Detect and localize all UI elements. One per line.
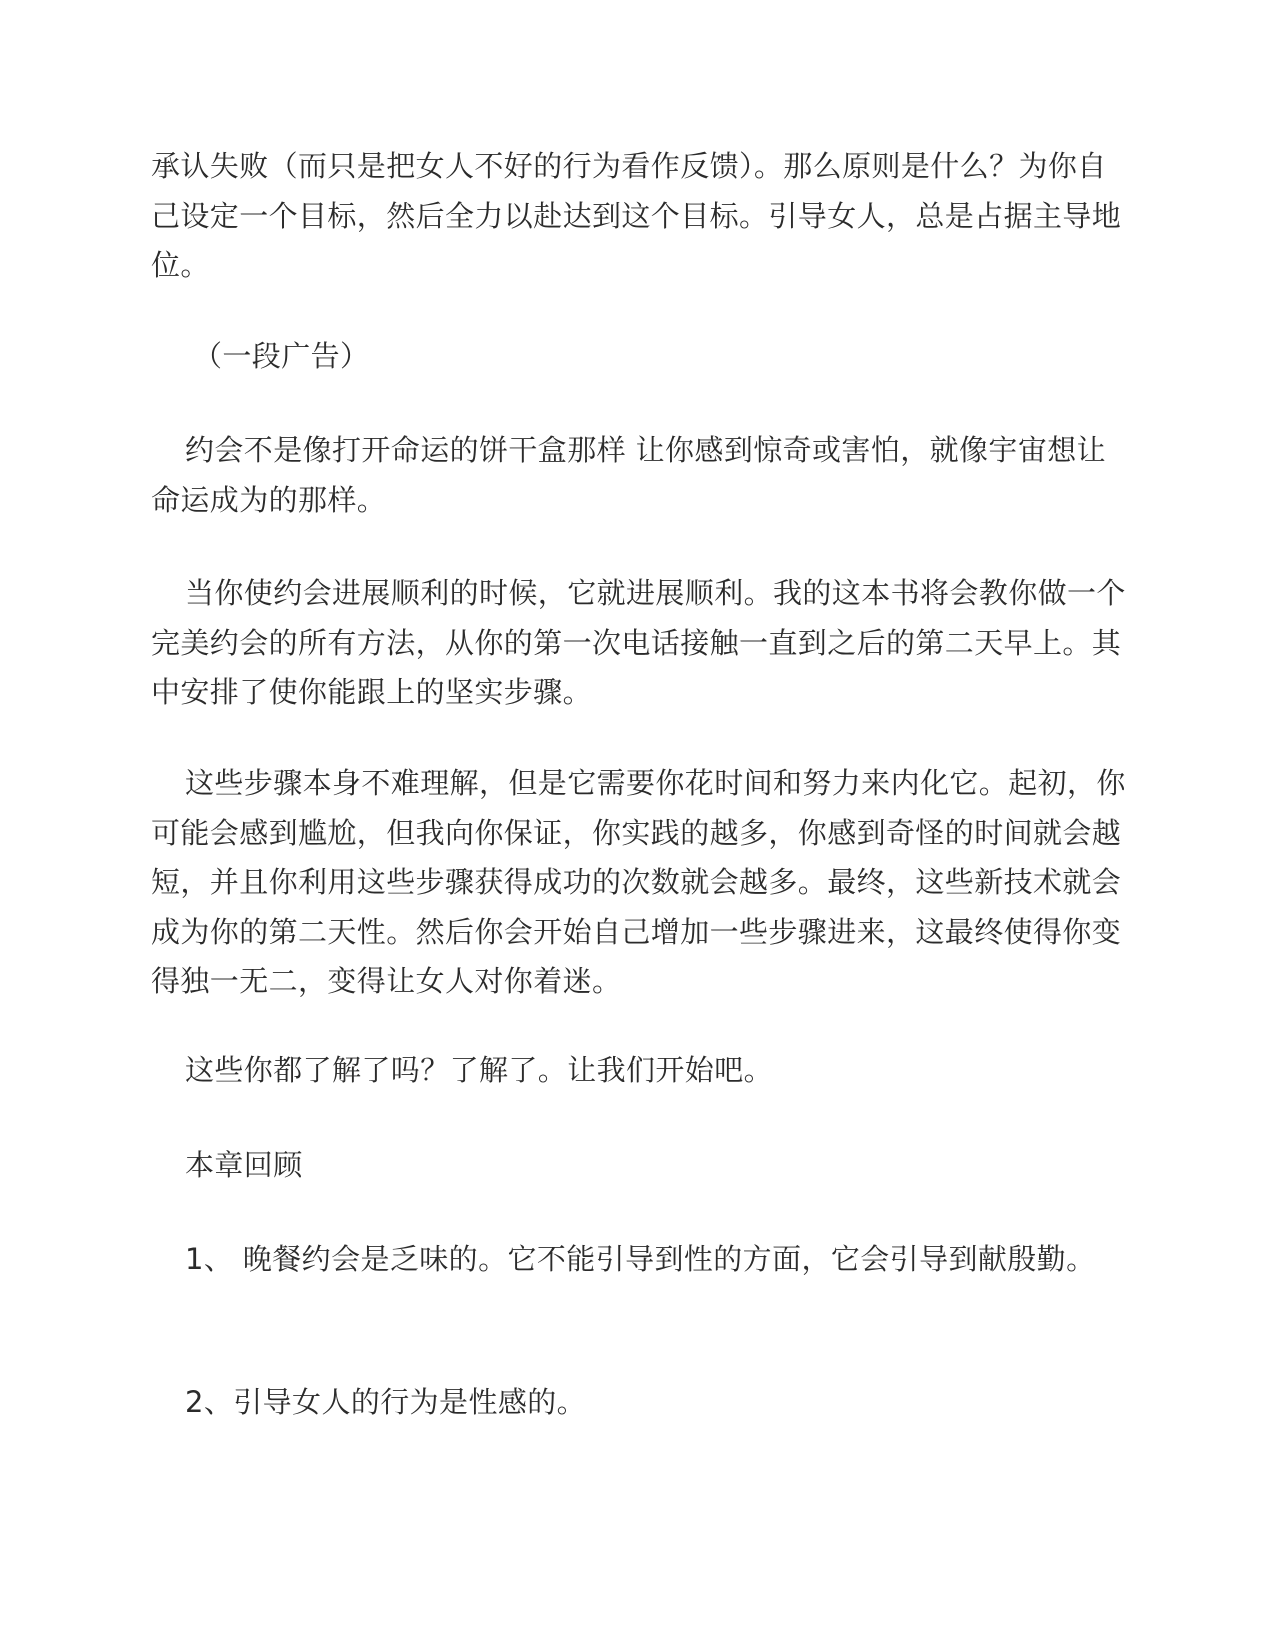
paragraph-5: 这些你都了解了吗？了解了。让我们开始吧。 [185,1053,774,1087]
review-item-2: 2、引导女人的行为是性感的。 [185,1385,587,1419]
paragraph-2: 约会不是像打开命运的饼干盒那样 让你感到惊奇或害怕，就像宇宙想让命运成为的那样。 [151,433,1107,517]
paragraph-advertisement: （一段广告） [193,339,370,373]
paragraph-3: 当你使约会进展顺利的时候，它就进展顺利。我的这本书将会教你做一个完美约会的所有方法，从你的第一次电话接触一直到之后的第二天早上。其中安排了使你能跟上的坚实步骤。 [151,576,1126,709]
review-item-1: 1、 晚餐约会是乏味的。它不能引导到性的方面，它会引导到献殷勤。 [185,1242,1096,1276]
paragraph-1: 承认失败（而只是把女人不好的行为看作反馈）。那么原则是什么？为你自己设定一个目标，然后全力以赴达到这个目标。引导女人，总是占据主导地位。 [151,149,1122,282]
chapter-review-heading: 本章回顾 [185,1148,303,1182]
paragraph-4: 这些步骤本身不难理解，但是它需要你花时间和努力来内化它。起初，你可能会感到尴尬，但我向你保证，你实践的越多，你感到奇怪的时间就会越短，并且你利用这些步骤获得成功的次数就会越多。最终，这些新技术就会成为你的第二天性。然后你会开始自己增加一些步骤进来，这最终使得你变得独一无二，变得让女人对你着迷。 [151,766,1126,998]
